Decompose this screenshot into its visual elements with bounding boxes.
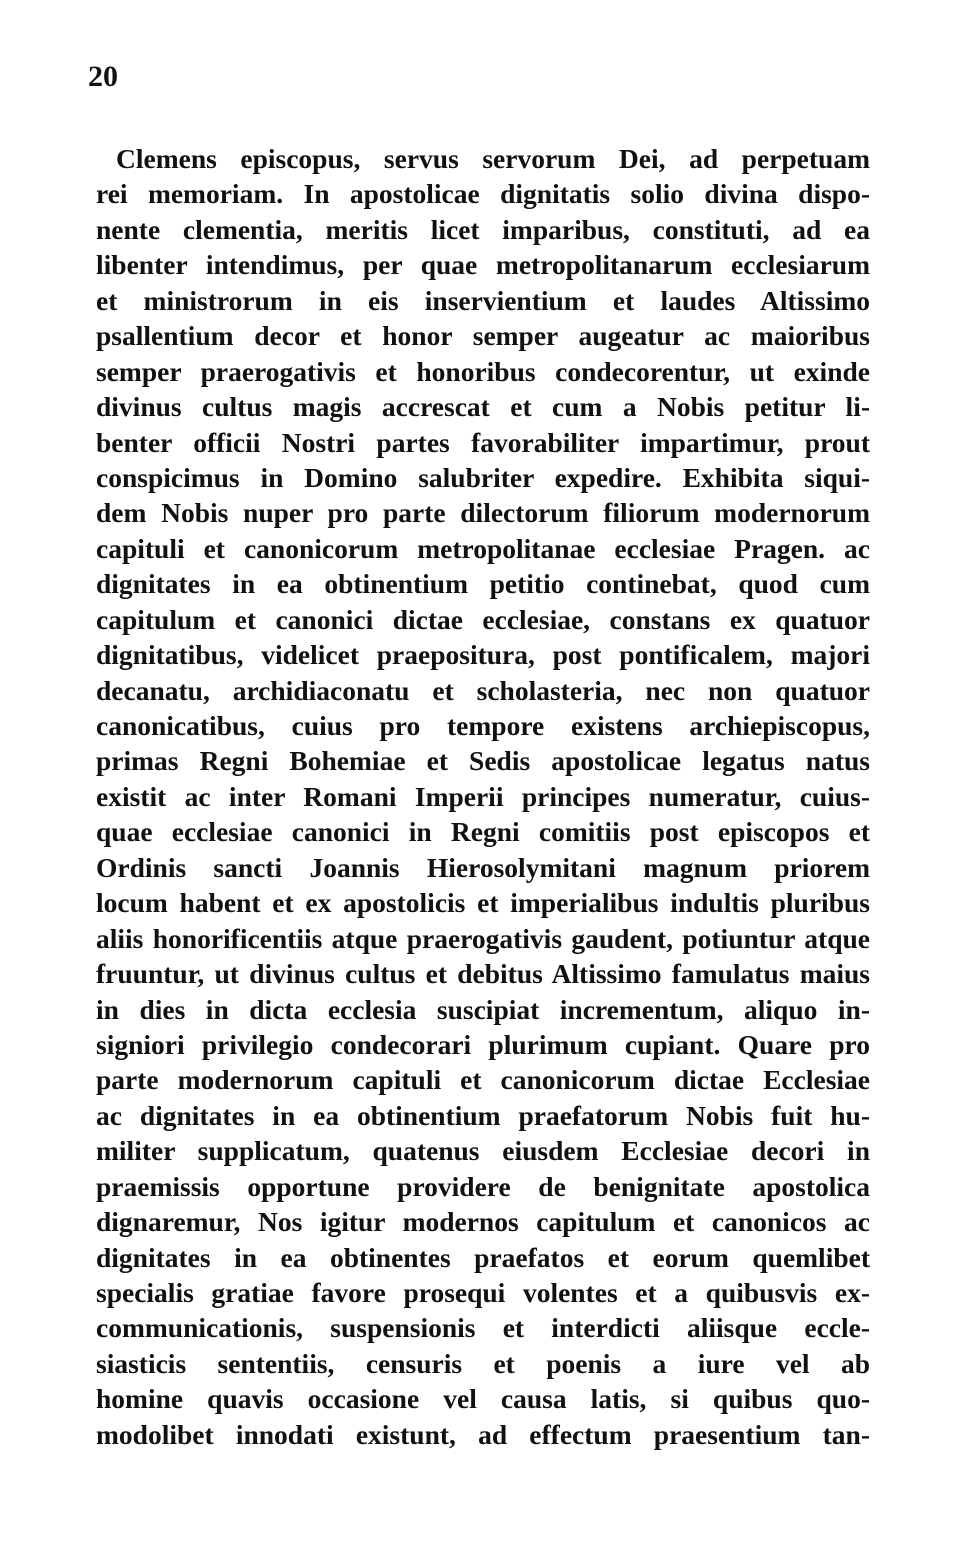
text-line: decanatu, archidiaconatu et scholasteria, nec non quatuor [96, 674, 870, 706]
text-line: dignitates in ea obtinentium petitio continebat, quod cum [96, 568, 870, 600]
text-line: semper praerogativis et honoribus condecorentur, ut exinde [96, 355, 870, 387]
text-line: dignitates in ea obtinentes praefatos et eorum quemlibet [96, 1241, 870, 1273]
text-line: capitulum et canonici dictae ecclesiae, constans ex quatuor [96, 603, 870, 635]
text-line: modolibet innodati existunt, ad effectum praesentium tan- [96, 1418, 870, 1450]
text-line: existit ac inter Romani Imperii principes numeratur, cuius- [96, 780, 870, 812]
text-line: communicationis, suspensionis et interdicti aliisque eccle- [96, 1312, 870, 1344]
text-line: benter officii Nostri partes favorabiliter impartimur, prout [96, 426, 870, 458]
text-line: praemissis opportune providere de benignitate apostolica [96, 1170, 870, 1202]
text-line: primas Regni Bohemiae et Sedis apostolicae legatus natus [96, 745, 870, 777]
text-line: dem Nobis nuper pro parte dilectorum filiorum modernorum [96, 497, 870, 529]
text-line: homine quavis occasione vel causa latis, si quibus quo- [96, 1383, 870, 1415]
text-line: capituli et canonicorum metropolitanae ecclesiae Pragen. ac [96, 532, 870, 564]
text-line: canonicatibus, cuius pro tempore existens archiepiscopus, [96, 710, 870, 741]
text-line: locum habent et ex apostolicis et imperialibus indultis pluribus [96, 887, 870, 919]
text-line: divinus cultus magis accrescat et cum a Nobis petitur li- [96, 391, 870, 423]
text-line: fruuntur, ut divinus cultus et debitus Altissimo famulatus maius [96, 958, 870, 990]
text-line: Clemens episcopus, servus servorum Dei, ad perpetuam [116, 143, 870, 174]
text-line: psallentium decor et honor semper augeatur ac maioribus [96, 320, 870, 352]
text-line: in dies in dicta ecclesia suscipiat incrementum, aliquo in- [96, 993, 870, 1025]
text-line: dignitatibus, videlicet praepositura, post pontificalem, majori [96, 639, 870, 671]
text-line: conspicimus in Domino salubriter expedire. Exhibita siqui- [96, 461, 870, 493]
text-line: libenter intendimus, per quae metropolitanarum ecclesiarum [96, 249, 870, 281]
text-line: dignaremur, Nos igitur modernos capitulum et canonicos ac [96, 1206, 870, 1238]
text-line: aliis honorificentiis atque praerogativis gaudent, potiuntur atque [96, 922, 870, 954]
page-number: 20 [88, 60, 118, 93]
text-line: ac dignitates in ea obtinentium praefatorum Nobis fuit hu- [96, 1099, 870, 1131]
text-line: Ordinis sancti Joannis Hierosolymitani magnum priorem [96, 851, 870, 883]
text-line: specialis gratiae favore prosequi volentes et a quibusvis ex- [96, 1277, 870, 1308]
text-line: quae ecclesiae canonici in Regni comitiis post episcopos et [96, 816, 870, 848]
body-text [96, 141, 870, 1452]
text-line: siasticis sententiis, censuris et poenis a iure vel ab [96, 1347, 870, 1379]
text-line: militer supplicatum, quatenus eiusdem Ecclesiae decori in [96, 1135, 870, 1167]
text-line: et ministrorum in eis inservientium et laudes Altissimo [96, 284, 870, 316]
text-line: parte modernorum capituli et canonicorum dictae Ecclesiae [96, 1064, 870, 1096]
text-line: signiori privilegio condecorari plurimum cupiant. Quare pro [96, 1028, 870, 1060]
text-line: rei memoriam. In apostolicae dignitatis solio divina dispo- [96, 178, 870, 210]
text-line: nente clementia, meritis licet imparibus, constituti, ad ea [96, 213, 870, 245]
